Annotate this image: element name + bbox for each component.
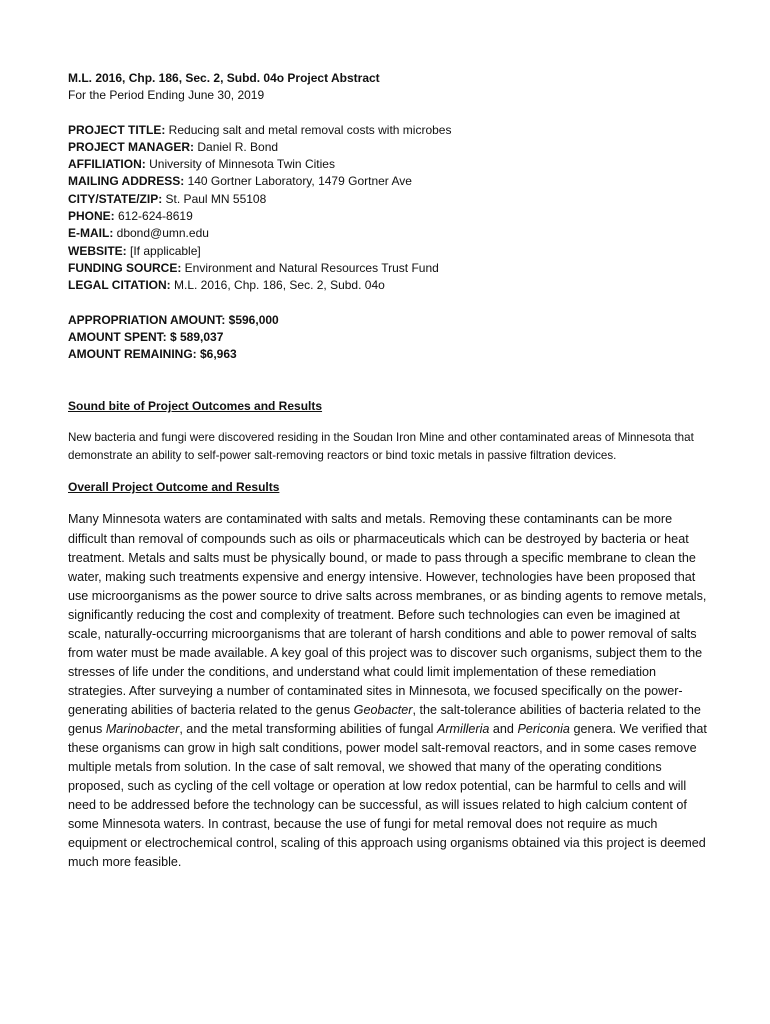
genus-marinobacter: Marinobacter xyxy=(105,721,180,736)
overall-text-part-3: , and the metal transforming abilities of fungal xyxy=(179,721,437,736)
amount-remaining: AMOUNT REMAINING: $6,963 xyxy=(68,347,237,362)
document-page xyxy=(68,70,708,872)
website-row xyxy=(68,243,708,260)
website-label: WEBSITE: xyxy=(68,243,127,258)
mailing-address-label: MAILING ADDRESS: xyxy=(68,174,185,189)
overall-text-part-1: Many Minnesota waters are contaminated with salts and metals. Removing these contaminants can be more difficult than removal of compounds such as oils or pharmaceuticals which can be destroyed by bacteria or heat treatment. Metals and salts must be physically bound, or made to pass through a specific membrane to clean the water, making such treatments expensive and energy intensive. However, technologies have been proposed that use microorganisms as the power source to drive salts across membranes, or as binding agents to remove metals, significantly reducing the cost and complexity of treatment. Before such technologies can even be imagined at scale, naturally-occurring microorganisms that are tolerant of harsh conditions and able to power removal of salts from water must be made available. A key goal of this project was to discover such organisms, subject them to the stresses of life under the conditions, and understand what could limit implementation of these remediation strategies. After surveying a number of contaminated sites in Minnesota, we focused specifically on the power-generating abilities of bacteria related to the genus xyxy=(68,512,707,717)
period-line: For the Period Ending June 30, 2019 xyxy=(68,88,265,103)
phone-label: PHONE: xyxy=(68,209,115,224)
appropriation-amount: APPROPRIATION AMOUNT: $596,000 xyxy=(68,312,279,327)
genus-periconia: Periconia xyxy=(517,721,570,736)
affiliation-label: AFFILIATION: xyxy=(68,157,146,172)
email-label: E-MAIL: xyxy=(68,226,114,241)
project-manager-row xyxy=(68,139,708,156)
amount-spent: AMOUNT SPENT: $ 589,037 xyxy=(68,329,224,344)
city-state-zip-label: CITY/STATE/ZIP: xyxy=(68,191,163,206)
website-value: [If applicable] xyxy=(126,243,201,258)
email-value: dbond@umn.edu xyxy=(113,226,209,241)
overall-outcome-text xyxy=(68,510,708,872)
affiliation-row xyxy=(68,156,708,173)
funding-source-value: Environment and Natural Resources Trust Fund xyxy=(181,260,439,275)
project-manager-value: Daniel R. Bond xyxy=(194,139,279,154)
project-manager-label: PROJECT MANAGER: xyxy=(68,139,195,154)
city-state-zip-value: St. Paul MN 55108 xyxy=(162,191,267,206)
overall-outcome-heading: Overall Project Outcome and Results xyxy=(68,480,280,495)
legal-citation-value: M.L. 2016, Chp. 186, Sec. 2, Subd. 04o xyxy=(170,278,385,293)
project-title-row xyxy=(68,122,708,139)
legal-citation-row xyxy=(68,277,708,294)
mailing-address-row xyxy=(68,173,708,190)
mailing-address-value: 140 Gortner Laboratory, 1479 Gortner Ave xyxy=(184,174,412,189)
project-title-label: PROJECT TITLE: xyxy=(68,122,166,137)
overall-text-part-5: genera. We verified that these organisms can grow in high salt conditions, power model salt-removal reactors, and in some cases remove multiple metals from solution. In the case of salt removal, we showed that many of the operating conditions proposed, such as cycling of the cell voltage or operation at low redox potential, can be harmful to cells and will need to be addressed before the technology can be successful, as will issues related to high calcium content of some Minnesota waters. In contrast, because the use of fungi for metal removal does not require as much equipment or electrochemical control, scaling of this approach using organisms obtained via this project is deemed much more feasible. xyxy=(68,721,707,870)
legal-citation-label: LEGAL CITATION: xyxy=(68,278,171,293)
funding-source-label: FUNDING SOURCE: xyxy=(68,260,182,275)
overall-text-part-2: , the salt-tolerance abilities of bacteria related to the genus xyxy=(68,702,701,736)
sound-bite-text: New bacteria and fungi were discovered residing in the Soudan Iron Mine and other contaminated areas of Minnesota that demonstrate an ability to self-power salt-removing reactors or bind toxic metals in passive filtration devices. xyxy=(68,431,694,463)
genus-armilleria: Armilleria xyxy=(436,721,490,736)
document-title: M.L. 2016, Chp. 186, Sec. 2, Subd. 04o Project Abstract xyxy=(68,71,380,85)
phone-row xyxy=(68,208,708,225)
phone-value: 612-624-8619 xyxy=(114,209,193,224)
funding-source-row xyxy=(68,260,708,277)
email-row xyxy=(68,225,708,242)
overall-text-part-4: and xyxy=(489,721,518,736)
sound-bite-heading: Sound bite of Project Outcomes and Results xyxy=(68,399,323,414)
affiliation-value: University of Minnesota Twin Cities xyxy=(145,157,335,172)
city-state-zip-row xyxy=(68,191,708,208)
project-title-value: Reducing salt and metal removal costs with microbes xyxy=(165,122,452,137)
genus-geobacter: Geobacter xyxy=(353,702,413,717)
